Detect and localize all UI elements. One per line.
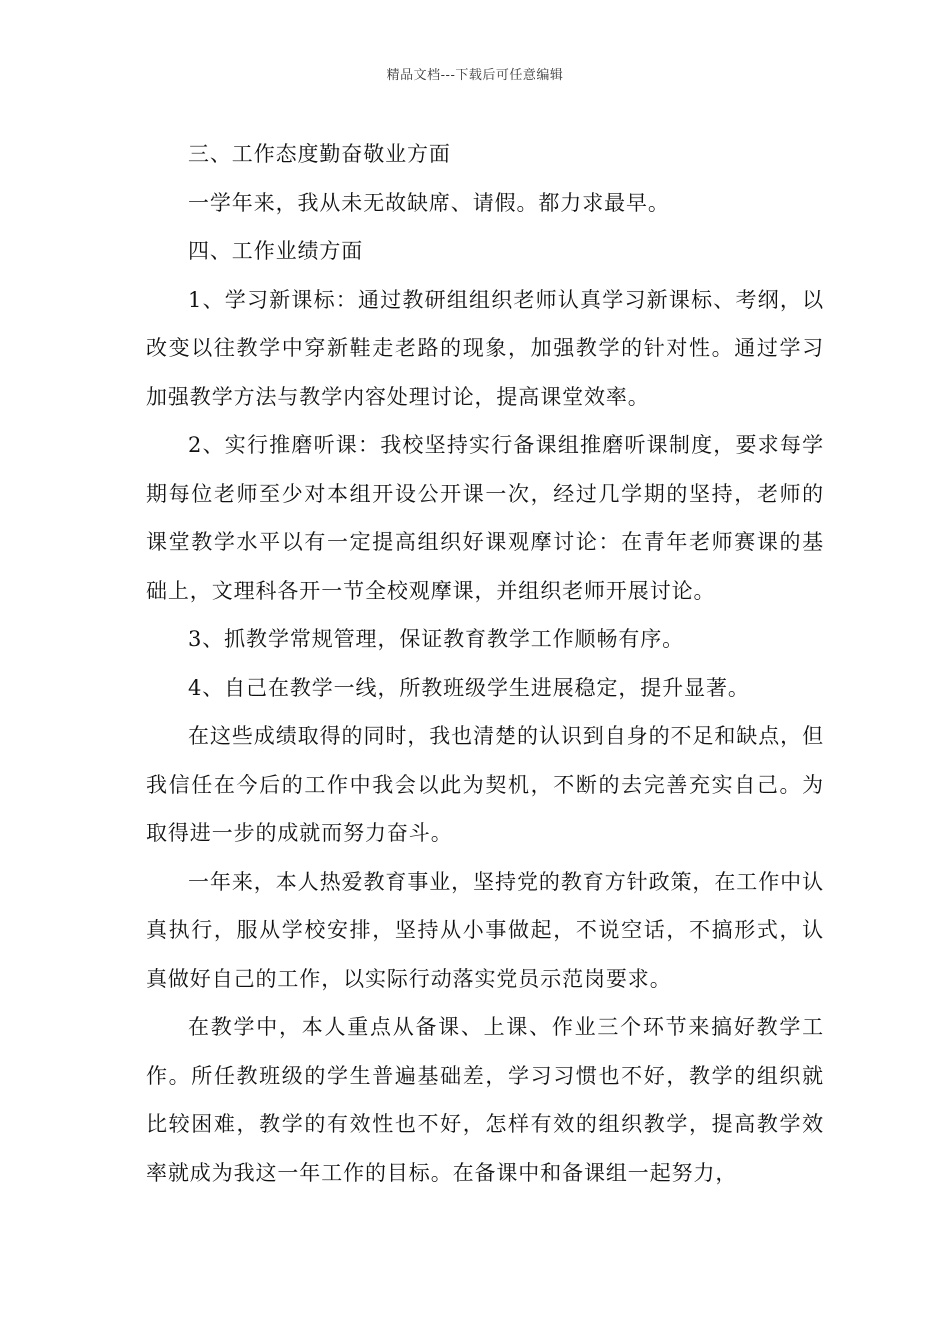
document-body: [146, 130, 824, 1197]
paragraph-teaching-approach: 在教学中，本人重点从备课、上课、作业三个环节来搞好教学工作。所任教班级的学生普遍基础差，学习习惯也不好，教学的组织就比较困难，教学的有效性也不好，怎样有效的组织教学，提高教学效率就成为我这一年工作的目标。在备课中和备课组一起努力，: [146, 1015, 824, 1185]
paragraph-dedication: 一年来，本人热爱教育事业，坚持党的教育方针政策，在工作中认真执行，服从学校安排，坚持从小事做起，不说空话，不搞形式，认真做好自己的工作，以实际行动落实党员示范岗要求。: [146, 869, 824, 991]
paragraph-teaching-routine: 3、抓教学常规管理，保证教育教学工作顺畅有序。: [188, 627, 685, 651]
paragraph-new-curriculum: 1、学习新课标：通过教研组组织老师认真学习新课标、考纲，以改变以往教学中穿新鞋走老路的现象，加强教学的针对性。通过学习加强教学方法与教学内容处理讨论，提高课堂效率。: [146, 287, 824, 409]
paragraph-attendance: 一学年来，我从未无故缺席、请假。都力求最早。: [188, 190, 670, 215]
paragraph-class-progress: 4、自己在教学一线，所教班级学生进展稳定，提升显著。: [188, 675, 750, 700]
section-heading-work-performance: 四、工作业绩方面: [188, 239, 364, 263]
paragraph-self-reflection: 在这些成绩取得的同时，我也清楚的认识到自身的不足和缺点，但我信任在今后的工作中我会以此为契机，不断的去完善充实自己。为取得进一步的成就而努力奋斗。: [146, 724, 824, 845]
paragraph-lesson-observation: 2、实行推磨听课：我校坚持实行备课组推磨听课制度，要求每学期每位老师至少对本组开设公开课一次，经过几学期的坚持，老师的课堂教学水平以有一定提高组织好课观摩讨论：在青年老师赛课的基础上，文理科各开一节全校观摩课，并组织老师开展讨论。: [146, 433, 824, 603]
page-header: 精品文档---下载后可任意编辑: [386, 68, 564, 83]
section-heading-work-attitude: 三、工作态度勤奋敬业方面: [188, 142, 451, 166]
